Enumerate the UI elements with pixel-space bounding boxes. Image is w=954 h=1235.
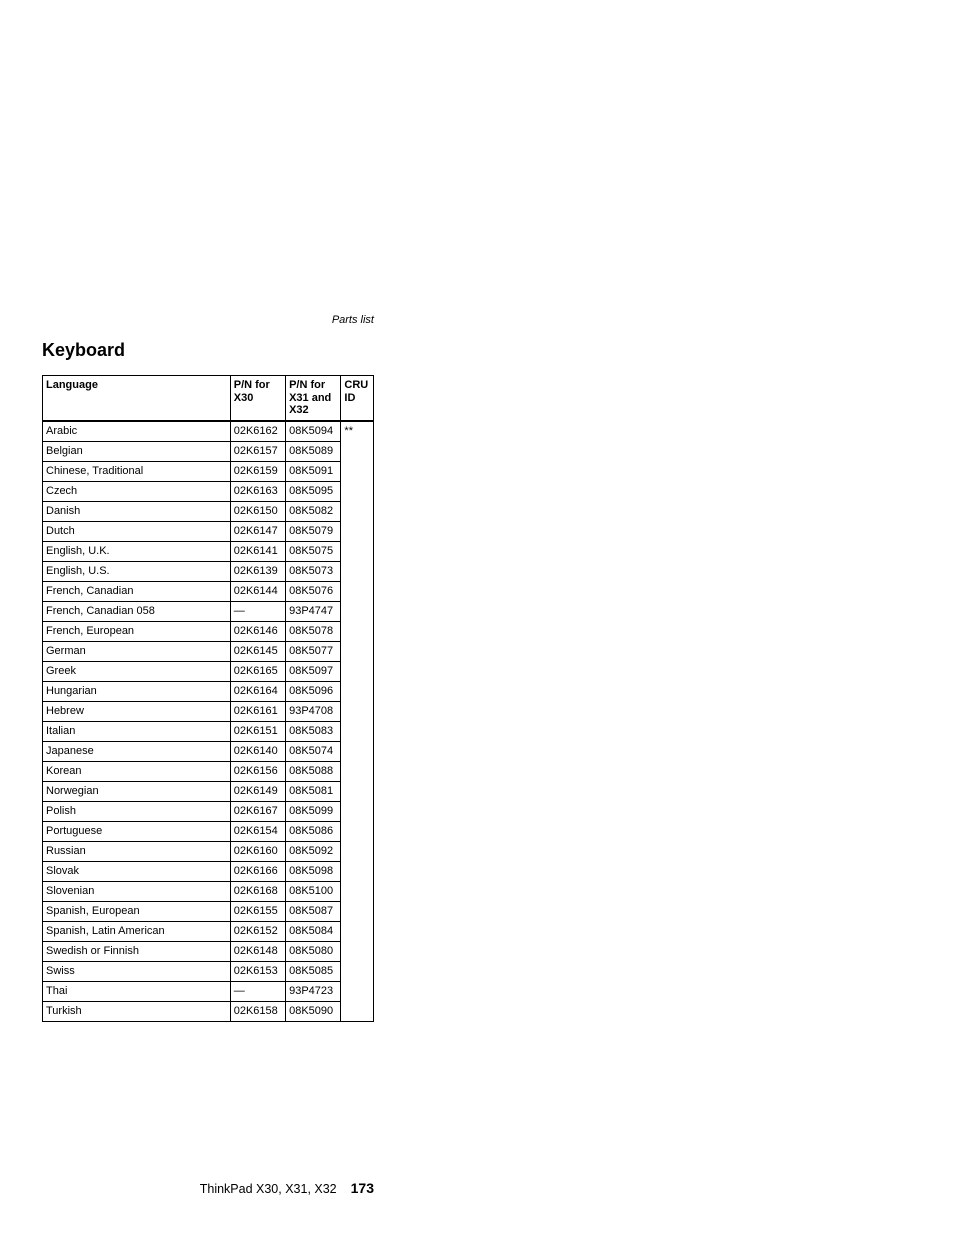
cell-pn-x31-x32: 08K5083 xyxy=(286,722,341,742)
cell-pn-x30: 02K6161 xyxy=(230,702,285,722)
table-row xyxy=(43,622,374,642)
cell-language: Swiss xyxy=(43,962,231,982)
cell-pn-x31-x32: 08K5092 xyxy=(286,842,341,862)
header-cru-id: CRU ID xyxy=(341,376,374,422)
cell-pn-x30: 02K6156 xyxy=(230,762,285,782)
cell-pn-x30: 02K6159 xyxy=(230,462,285,482)
cell-pn-x30: 02K6166 xyxy=(230,862,285,882)
cell-pn-x30: 02K6147 xyxy=(230,522,285,542)
cell-pn-x31-x32: 08K5082 xyxy=(286,502,341,522)
cell-pn-x31-x32: 08K5100 xyxy=(286,882,341,902)
cell-pn-x30: 02K6164 xyxy=(230,682,285,702)
cell-pn-x31-x32: 93P4723 xyxy=(286,982,341,1002)
cell-pn-x30: 02K6141 xyxy=(230,542,285,562)
cell-language: Arabic xyxy=(43,421,231,442)
cell-language: French, European xyxy=(43,622,231,642)
header-pn-x30: P/N for X30 xyxy=(230,376,285,422)
table-row xyxy=(43,702,374,722)
cell-pn-x31-x32: 08K5079 xyxy=(286,522,341,542)
cell-pn-x31-x32: 93P4747 xyxy=(286,602,341,622)
table-row xyxy=(43,902,374,922)
cell-language: Korean xyxy=(43,762,231,782)
cell-pn-x31-x32: 08K5074 xyxy=(286,742,341,762)
table-row xyxy=(43,722,374,742)
cell-pn-x30: 02K6167 xyxy=(230,802,285,822)
cell-language: Swedish or Finnish xyxy=(43,942,231,962)
cell-language: English, U.K. xyxy=(43,542,231,562)
cell-pn-x30: — xyxy=(230,602,285,622)
table-row xyxy=(43,662,374,682)
cell-pn-x30: 02K6149 xyxy=(230,782,285,802)
cell-pn-x30: 02K6151 xyxy=(230,722,285,742)
cell-pn-x30: — xyxy=(230,982,285,1002)
table-row xyxy=(43,962,374,982)
cell-pn-x30: 02K6163 xyxy=(230,482,285,502)
cell-pn-x31-x32: 08K5087 xyxy=(286,902,341,922)
cell-language: Chinese, Traditional xyxy=(43,462,231,482)
table-body xyxy=(43,421,374,1022)
cell-language: Hungarian xyxy=(43,682,231,702)
cell-pn-x30: 02K6153 xyxy=(230,962,285,982)
cell-pn-x30: 02K6162 xyxy=(230,421,285,442)
table-row xyxy=(43,522,374,542)
table-row xyxy=(43,842,374,862)
cell-pn-x30: 02K6140 xyxy=(230,742,285,762)
table-row xyxy=(43,942,374,962)
header-language: Language xyxy=(43,376,231,422)
cell-pn-x30: 02K6145 xyxy=(230,642,285,662)
cell-language: French, Canadian 058 xyxy=(43,602,231,622)
section-title: Keyboard xyxy=(42,340,126,360)
table-row xyxy=(43,862,374,882)
cell-pn-x30: 02K6148 xyxy=(230,942,285,962)
table-row xyxy=(43,502,374,522)
table-row xyxy=(43,442,374,462)
cell-language: Czech xyxy=(43,482,231,502)
table-header-row xyxy=(43,376,374,422)
table-row xyxy=(43,802,374,822)
cell-pn-x30: 02K6144 xyxy=(230,582,285,602)
table-row xyxy=(43,421,374,442)
cell-language: Slovak xyxy=(43,862,231,882)
cell-pn-x31-x32: 08K5099 xyxy=(286,802,341,822)
cell-pn-x31-x32: 08K5096 xyxy=(286,682,341,702)
cell-pn-x31-x32: 08K5084 xyxy=(286,922,341,942)
cell-pn-x31-x32: 08K5081 xyxy=(286,782,341,802)
cell-language: German xyxy=(43,642,231,662)
cell-pn-x31-x32: 08K5077 xyxy=(286,642,341,662)
cell-language: Belgian xyxy=(43,442,231,462)
cell-pn-x31-x32: 08K5089 xyxy=(286,442,341,462)
cell-pn-x30: 02K6139 xyxy=(230,562,285,582)
cell-pn-x31-x32: 93P4708 xyxy=(286,702,341,722)
cell-cru-id: ** xyxy=(341,421,374,1022)
cell-language: Danish xyxy=(43,502,231,522)
cell-pn-x31-x32: 08K5090 xyxy=(286,1002,341,1022)
cell-pn-x31-x32: 08K5078 xyxy=(286,622,341,642)
cell-pn-x30: 02K6168 xyxy=(230,882,285,902)
table-row xyxy=(43,742,374,762)
cell-pn-x30: 02K6154 xyxy=(230,822,285,842)
cell-pn-x31-x32: 08K5073 xyxy=(286,562,341,582)
cell-language: Turkish xyxy=(43,1002,231,1022)
table-row xyxy=(43,602,374,622)
cell-language: Spanish, European xyxy=(43,902,231,922)
table-row xyxy=(43,762,374,782)
cell-pn-x30: 02K6155 xyxy=(230,902,285,922)
cell-language: Portuguese xyxy=(43,822,231,842)
table-row xyxy=(43,922,374,942)
cell-language: Russian xyxy=(43,842,231,862)
cell-pn-x31-x32: 08K5088 xyxy=(286,762,341,782)
cell-language: English, U.S. xyxy=(43,562,231,582)
cell-language: Norwegian xyxy=(43,782,231,802)
page-footer xyxy=(150,1180,374,1196)
table-row xyxy=(43,782,374,802)
cell-language: Polish xyxy=(43,802,231,822)
cell-pn-x31-x32: 08K5086 xyxy=(286,822,341,842)
table-row xyxy=(43,822,374,842)
cell-pn-x31-x32: 08K5075 xyxy=(286,542,341,562)
cell-pn-x31-x32: 08K5076 xyxy=(286,582,341,602)
table-row xyxy=(43,642,374,662)
table-row xyxy=(43,982,374,1002)
cell-pn-x31-x32: 08K5094 xyxy=(286,421,341,442)
cell-pn-x31-x32: 08K5095 xyxy=(286,482,341,502)
table-row xyxy=(43,882,374,902)
cell-language: Spanish, Latin American xyxy=(43,922,231,942)
cell-pn-x31-x32: 08K5080 xyxy=(286,942,341,962)
cell-pn-x30: 02K6150 xyxy=(230,502,285,522)
cell-language: Slovenian xyxy=(43,882,231,902)
page-number: 173 xyxy=(350,1180,374,1196)
cell-language: Dutch xyxy=(43,522,231,542)
book-title: ThinkPad X30, X31, X32 xyxy=(199,1182,337,1196)
cell-pn-x30: 02K6157 xyxy=(230,442,285,462)
cell-language: Japanese xyxy=(43,742,231,762)
cell-language: Hebrew xyxy=(43,702,231,722)
cell-pn-x30: 02K6158 xyxy=(230,1002,285,1022)
cell-pn-x30: 02K6165 xyxy=(230,662,285,682)
cell-language: French, Canadian xyxy=(43,582,231,602)
cell-language: Italian xyxy=(43,722,231,742)
table-row xyxy=(43,682,374,702)
running-header: Parts list xyxy=(331,314,374,326)
cell-pn-x31-x32: 08K5085 xyxy=(286,962,341,982)
header-pn-x31-x32: P/N for X31 and X32 xyxy=(286,376,341,422)
table-row xyxy=(43,542,374,562)
table-row xyxy=(43,482,374,502)
table-row xyxy=(43,562,374,582)
cell-pn-x31-x32: 08K5098 xyxy=(286,862,341,882)
keyboard-parts-table xyxy=(42,375,374,1022)
table-row xyxy=(43,462,374,482)
cell-pn-x31-x32: 08K5097 xyxy=(286,662,341,682)
cell-language: Thai xyxy=(43,982,231,1002)
cell-pn-x30: 02K6152 xyxy=(230,922,285,942)
table-row xyxy=(43,1002,374,1022)
table-row xyxy=(43,582,374,602)
cell-pn-x30: 02K6160 xyxy=(230,842,285,862)
cell-pn-x31-x32: 08K5091 xyxy=(286,462,341,482)
cell-pn-x30: 02K6146 xyxy=(230,622,285,642)
cell-language: Greek xyxy=(43,662,231,682)
